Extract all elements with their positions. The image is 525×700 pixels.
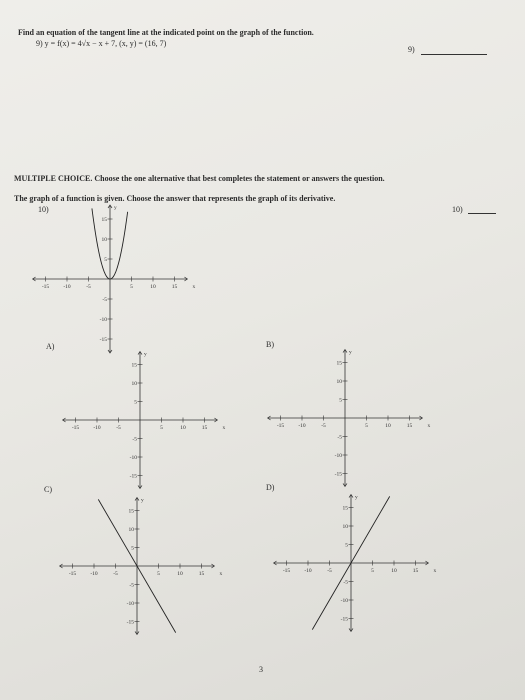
x-tick-label: -5: [113, 571, 118, 577]
y-axis-label: y: [114, 205, 117, 211]
problem9-answer-label: 9): [408, 45, 415, 54]
x-tick-label: -10: [304, 568, 312, 574]
y-tick-label: 15: [336, 360, 342, 367]
x-axis-label: x: [222, 425, 226, 431]
y-axis-label: y: [349, 349, 352, 356]
option-b-label: B): [266, 340, 274, 349]
x-tick-label: -5: [116, 425, 121, 431]
problem9-question: 9) y = f(x) = 4√x − x + 7, (x, y) = (16, 7): [36, 39, 167, 48]
option-c-label: C): [44, 485, 52, 494]
y-tick-label: -5: [102, 297, 107, 303]
x-tick-label: 10: [385, 423, 391, 429]
problem10-instruction: The graph of a function is given. Choose the answer that represents the graph of its derivative.: [14, 194, 336, 203]
y-axis-label: y: [144, 351, 147, 358]
y-tick-label: 10: [128, 527, 134, 533]
option-a-label: A): [46, 342, 55, 351]
x-tick-label: -15: [282, 568, 291, 574]
x-tick-label: -10: [298, 423, 306, 429]
x-axis-label: x: [192, 284, 196, 290]
problem9-instruction: Find an equation of the tangent line at the indicated point on the graph of the function.: [18, 28, 314, 37]
y-tick-label: -5: [129, 582, 134, 589]
x-tick-label: -15: [71, 425, 80, 431]
x-tick-label: -10: [63, 284, 71, 290]
x-tick-label: 15: [198, 571, 205, 577]
x-tick-label: -5: [321, 423, 326, 429]
x-tick-label: -10: [90, 571, 98, 577]
x-axis-label: x: [433, 568, 437, 574]
y-tick-label: -15: [340, 616, 348, 623]
x-tick-label: 5: [130, 284, 133, 290]
y-tick-label: -5: [337, 434, 342, 441]
x-tick-label: -15: [276, 423, 285, 429]
y-tick-label: 15: [128, 508, 134, 515]
x-tick-label: 15: [412, 568, 419, 574]
y-tick-label: -15: [126, 619, 134, 626]
y-tick-label: -15: [334, 471, 342, 478]
y-tick-label: 5: [339, 397, 342, 404]
y-tick-label: -10: [126, 601, 134, 607]
x-tick-label: 5: [160, 425, 163, 431]
x-axis-label: x: [427, 423, 431, 429]
y-tick-label: 5: [131, 545, 134, 552]
x-tick-label: -5: [327, 568, 332, 574]
y-tick-label: -10: [99, 317, 107, 323]
y-tick-label: 15: [131, 362, 137, 369]
option-d-label: D): [266, 483, 275, 492]
y-tick-label: 5: [345, 542, 348, 549]
y-tick-label: -10: [340, 598, 348, 604]
x-tick-label: 10: [180, 425, 186, 431]
x-tick-label: -15: [68, 571, 77, 577]
x-tick-label: 10: [391, 568, 397, 574]
y-tick-label: -10: [334, 453, 342, 459]
page-number: 3: [259, 665, 263, 674]
x-tick-label: -5: [86, 284, 91, 290]
section-heading-rest: Choose the one alternative that best completes the statement or answers the question.: [94, 174, 385, 183]
y-tick-label: 5: [104, 257, 107, 263]
y-tick-label: -5: [132, 436, 137, 443]
y-tick-label: -10: [129, 455, 137, 461]
x-tick-label: 10: [150, 284, 156, 290]
x-axis-label: x: [219, 571, 223, 577]
y-tick-label: -15: [129, 473, 137, 480]
y-tick-label: 15: [101, 217, 107, 223]
y-tick-label: 5: [134, 399, 137, 406]
y-tick-label: 15: [342, 505, 348, 512]
x-tick-label: 15: [201, 425, 208, 431]
y-tick-label: -5: [343, 579, 348, 586]
y-tick-label: 10: [336, 379, 342, 385]
x-tick-label: 5: [371, 568, 374, 574]
x-tick-label: -10: [93, 425, 101, 431]
x-tick-label: 10: [177, 571, 183, 577]
x-tick-label: 5: [157, 571, 160, 577]
y-axis-label: y: [355, 494, 358, 501]
x-tick-label: 15: [171, 284, 178, 290]
y-tick-label: 10: [101, 237, 107, 243]
x-tick-label: 5: [365, 423, 368, 429]
x-tick-label: 15: [406, 423, 413, 429]
y-tick-label: -15: [99, 337, 107, 343]
problem10-answer-label: 10): [452, 205, 463, 214]
problem10-number: 10): [38, 205, 49, 214]
y-tick-label: 10: [131, 381, 137, 387]
y-axis-label: y: [141, 497, 144, 504]
section-heading-title: MULTIPLE CHOICE.: [14, 174, 93, 183]
x-tick-label: -15: [41, 284, 50, 290]
y-tick-label: 10: [342, 524, 348, 530]
